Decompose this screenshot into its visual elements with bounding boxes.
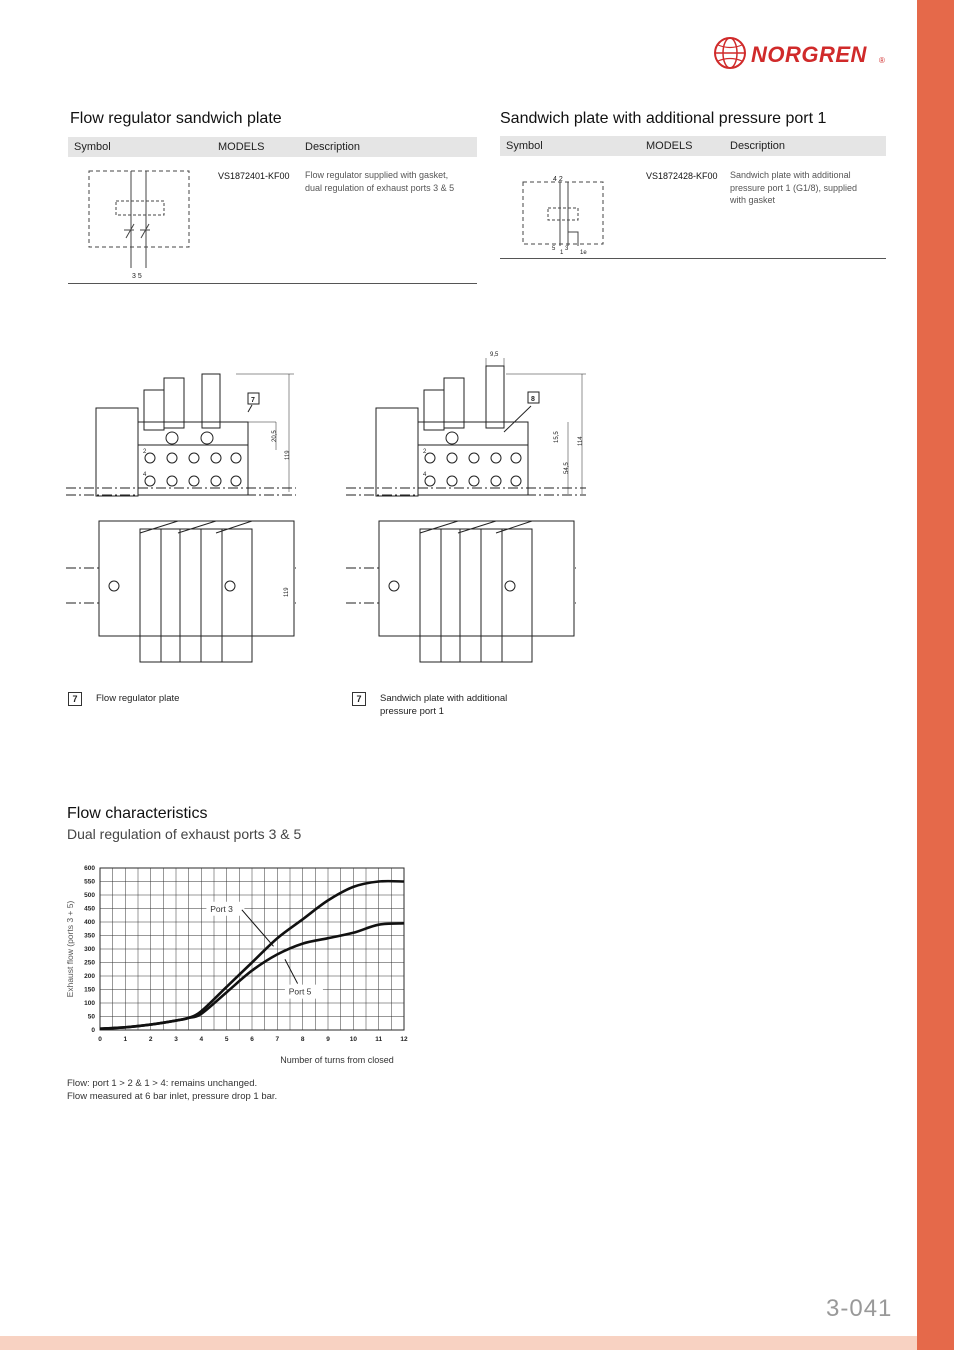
left-side-view-drawing xyxy=(66,360,306,500)
pressure-port-symbol xyxy=(520,172,606,258)
right-table-header xyxy=(500,136,886,156)
y-tick-label: 600 xyxy=(84,865,95,872)
y-tick-label: 350 xyxy=(84,932,95,940)
left-table-header xyxy=(68,137,477,157)
y-tick-label: 50 xyxy=(87,1013,95,1021)
norgren-logo: NORGREN ® xyxy=(713,36,893,72)
right-model: VS1872428-KF00 xyxy=(646,171,718,181)
brand-name: NORGREN xyxy=(751,42,867,67)
y-tick-label: 250 xyxy=(84,959,95,967)
footer-color-bar xyxy=(0,1336,917,1350)
x-tick-label: 3 xyxy=(174,1036,178,1043)
svg-text:4: 4 xyxy=(143,472,147,478)
y-tick-label: 100 xyxy=(84,1000,95,1007)
left-table-rule xyxy=(68,283,477,284)
legend-text-1: Flow regulator plate xyxy=(96,693,180,704)
flow-subtitle: Dual regulation of exhaust ports 3 & 5 xyxy=(67,826,302,842)
x-tick-label: 10 xyxy=(349,1036,357,1043)
svg-text:4: 4 xyxy=(423,472,427,478)
flow-regulator-symbol xyxy=(86,168,192,280)
flow-notes: Flow: port 1 > 2 & 1 > 4: remains unchanged. Flow measured at 6 bar inlet, pressure drop 1 bar. xyxy=(67,1078,278,1102)
svg-text:3: 3 xyxy=(565,246,569,252)
svg-text:114: 114 xyxy=(578,436,584,446)
y-tick-label: 550 xyxy=(84,878,95,886)
header-symbol: Symbol xyxy=(74,141,111,153)
x-tick-label: 7 xyxy=(275,1036,280,1043)
left-section-title: Flow regulator sandwich plate xyxy=(70,110,282,127)
y-axis-label: Exhaust flow (ports 3 + 5) xyxy=(65,900,75,998)
left-top-view-drawing xyxy=(66,515,306,665)
legend-number-2: 7 xyxy=(352,692,366,706)
svg-text:119: 119 xyxy=(284,587,290,597)
svg-text:4 2: 4 2 xyxy=(553,176,563,183)
y-tick-label: 150 xyxy=(84,986,95,994)
x-tick-label: 11 xyxy=(375,1036,383,1043)
x-tick-label: 1 xyxy=(123,1036,128,1043)
side-color-bar xyxy=(917,0,954,1350)
svg-text:9,5: 9,5 xyxy=(490,352,499,358)
right-side-view-drawing xyxy=(346,346,596,501)
svg-text:8: 8 xyxy=(531,396,535,403)
x-tick-label: 4 xyxy=(199,1036,204,1043)
svg-text:5: 5 xyxy=(552,246,556,252)
header-models: MODELS xyxy=(218,141,265,153)
x-tick-label: 12 xyxy=(400,1036,408,1043)
header-models: MODELS xyxy=(646,140,693,152)
x-axis-label: Number of turns from closed xyxy=(280,1055,394,1065)
svg-text:1: 1 xyxy=(560,250,564,256)
x-tick-label: 8 xyxy=(300,1036,305,1043)
svg-text:54,5: 54,5 xyxy=(564,462,570,474)
header-description: Description xyxy=(305,141,361,153)
svg-text:3 5: 3 5 xyxy=(132,273,142,280)
left-description: Flow regulator supplied with gasket, dual regulation of exhaust ports 3 & 5 xyxy=(305,170,455,193)
x-tick-label: 0 xyxy=(98,1036,102,1043)
right-description: Sandwich plate with additional pressure port 1 (G1/8), supplied with gasket xyxy=(730,170,858,205)
right-section-title: Sandwich plate with additional pressure port 1 xyxy=(500,110,827,127)
svg-text:119: 119 xyxy=(285,450,291,460)
svg-text:2: 2 xyxy=(143,449,147,455)
annotation-port-5: Port 5 xyxy=(288,986,312,997)
header-symbol: Symbol xyxy=(506,140,543,152)
annotation-port-3: Port 3 xyxy=(210,903,233,914)
right-top-view-drawing xyxy=(346,515,586,665)
left-model: VS1872401-KF00 xyxy=(218,171,290,181)
x-tick-label: 5 xyxy=(224,1036,229,1043)
y-tick-label: 400 xyxy=(84,919,95,926)
y-tick-label: 0 xyxy=(91,1027,95,1034)
flow-chart xyxy=(55,858,425,1068)
y-tick-label: 300 xyxy=(84,946,95,953)
y-tick-label: 200 xyxy=(84,973,95,980)
header-description: Description xyxy=(730,140,786,152)
globe-icon xyxy=(713,36,747,70)
x-tick-label: 2 xyxy=(148,1036,153,1043)
legend-number-1: 7 xyxy=(68,692,82,706)
svg-text:7: 7 xyxy=(251,397,255,404)
svg-text:15,5: 15,5 xyxy=(554,431,560,443)
svg-text:1e: 1e xyxy=(580,250,587,256)
page-number: 3-041 xyxy=(826,1295,893,1322)
svg-text:2: 2 xyxy=(423,449,427,455)
y-tick-label: 500 xyxy=(84,892,95,899)
svg-text:20,5: 20,5 xyxy=(272,430,278,442)
x-tick-label: 9 xyxy=(326,1036,330,1043)
flow-title: Flow characteristics xyxy=(67,805,208,822)
legend-text-2: Sandwich plate with additional pressure port 1 xyxy=(380,693,508,717)
x-tick-label: 6 xyxy=(250,1036,254,1043)
y-tick-label: 450 xyxy=(84,905,95,913)
right-table-rule xyxy=(500,258,886,259)
